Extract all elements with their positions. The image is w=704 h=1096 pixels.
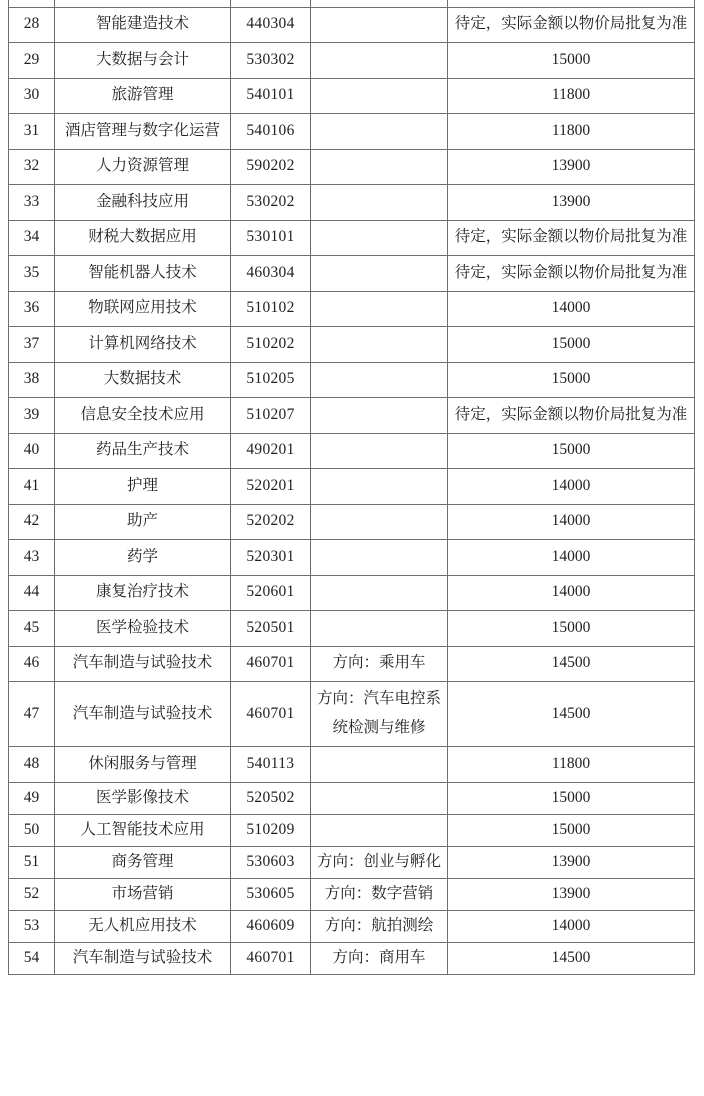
major-name-cell: 医学检验技术	[55, 611, 231, 647]
row-number-cell: 49	[9, 783, 55, 815]
major-name-cell: 人工智能技术应用	[55, 815, 231, 847]
table-row	[9, 327, 695, 363]
major-code-cell: 520501	[231, 611, 311, 647]
major-code-cell: 460701	[231, 943, 311, 975]
direction-cell: 方向：创业与孵化	[311, 847, 448, 879]
direction-cell	[311, 540, 448, 576]
major-code-cell: 540113	[231, 747, 311, 783]
tuition-fee-cell: 14000	[448, 504, 695, 540]
major-name-cell: 金融科技应用	[55, 185, 231, 221]
table-row	[9, 114, 695, 150]
row-number-cell: 43	[9, 540, 55, 576]
direction-cell	[311, 291, 448, 327]
row-number-cell: 39	[9, 398, 55, 434]
major-code-cell: 460701	[231, 682, 311, 747]
major-code-cell: 510209	[231, 815, 311, 847]
table-row	[9, 911, 695, 943]
direction-cell	[311, 7, 448, 43]
tuition-fee-cell: 13900	[448, 185, 695, 221]
tuition-fee-cell: 13900	[448, 847, 695, 879]
tuition-fee-table	[8, 0, 695, 975]
row-number-cell: 40	[9, 433, 55, 469]
tuition-fee-cell: 14000	[448, 469, 695, 505]
tuition-fee-cell: 14000	[448, 291, 695, 327]
table-row	[9, 398, 695, 434]
direction-cell	[311, 815, 448, 847]
table-row	[9, 362, 695, 398]
table-row	[9, 7, 695, 43]
table-row	[9, 469, 695, 505]
tuition-fee-cell: 14500	[448, 682, 695, 747]
major-name-cell: 无人机应用技术	[55, 911, 231, 943]
row-number-cell: 45	[9, 611, 55, 647]
direction-cell	[311, 747, 448, 783]
direction-cell	[311, 362, 448, 398]
table-row	[9, 611, 695, 647]
major-name-cell: 助产	[55, 504, 231, 540]
major-code-cell: 530302	[231, 43, 311, 79]
direction-cell: 方向：乘用车	[311, 646, 448, 682]
major-code-cell: 460609	[231, 911, 311, 943]
table-row	[9, 78, 695, 114]
row-number-cell: 42	[9, 504, 55, 540]
row-number-cell: 51	[9, 847, 55, 879]
major-name-cell: 汽车制造与试验技术	[55, 943, 231, 975]
table-row	[9, 847, 695, 879]
major-name-cell: 市场营销	[55, 879, 231, 911]
major-code-cell: 530605	[231, 879, 311, 911]
row-number-cell: 37	[9, 327, 55, 363]
major-code-cell: 520502	[231, 783, 311, 815]
table-row	[9, 783, 695, 815]
major-name-cell: 商务管理	[55, 847, 231, 879]
major-name-cell: 康复治疗技术	[55, 575, 231, 611]
major-name-cell: 财税大数据应用	[55, 220, 231, 256]
direction-cell: 方向：航拍测绘	[311, 911, 448, 943]
row-number-cell: 31	[9, 114, 55, 150]
tuition-fee-cell: 待定，实际金额以物价局批复为准	[448, 398, 695, 434]
row-number-cell: 30	[9, 78, 55, 114]
major-code-cell: 460701	[231, 646, 311, 682]
major-code-cell: 540101	[231, 78, 311, 114]
tuition-fee-cell: 15000	[448, 43, 695, 79]
major-code-cell: 460304	[231, 256, 311, 292]
table-row	[9, 747, 695, 783]
direction-cell	[311, 504, 448, 540]
tuition-fee-cell: 14000	[448, 575, 695, 611]
table-body	[9, 0, 695, 975]
row-number-cell: 28	[9, 7, 55, 43]
row-number-cell: 54	[9, 943, 55, 975]
major-name-cell: 休闲服务与管理	[55, 747, 231, 783]
row-number-cell: 44	[9, 575, 55, 611]
stub-cell	[55, 0, 231, 7]
stub-cell	[448, 0, 695, 7]
direction-cell	[311, 220, 448, 256]
direction-cell	[311, 78, 448, 114]
row-number-cell: 32	[9, 149, 55, 185]
major-name-cell: 旅游管理	[55, 78, 231, 114]
row-number-cell: 53	[9, 911, 55, 943]
tuition-fee-cell: 11800	[448, 114, 695, 150]
row-number-cell: 29	[9, 43, 55, 79]
table-row	[9, 433, 695, 469]
table-row	[9, 682, 695, 747]
direction-cell	[311, 469, 448, 505]
major-name-cell: 护理	[55, 469, 231, 505]
major-name-cell: 药学	[55, 540, 231, 576]
major-name-cell: 医学影像技术	[55, 783, 231, 815]
major-name-cell: 物联网应用技术	[55, 291, 231, 327]
row-number-cell: 36	[9, 291, 55, 327]
table-row	[9, 540, 695, 576]
direction-cell: 方向：汽车电控系统检测与维修	[311, 682, 448, 747]
direction-cell	[311, 433, 448, 469]
tuition-fee-cell: 15000	[448, 815, 695, 847]
major-name-cell: 智能建造技术	[55, 7, 231, 43]
major-code-cell: 510205	[231, 362, 311, 398]
table-row	[9, 815, 695, 847]
row-number-cell: 52	[9, 879, 55, 911]
direction-cell	[311, 327, 448, 363]
table-row	[9, 575, 695, 611]
tuition-fee-cell: 待定，实际金额以物价局批复为准	[448, 220, 695, 256]
tuition-fee-cell: 14500	[448, 646, 695, 682]
major-name-cell: 大数据与会计	[55, 43, 231, 79]
major-code-cell: 530101	[231, 220, 311, 256]
major-code-cell: 520201	[231, 469, 311, 505]
tuition-fee-cell: 11800	[448, 747, 695, 783]
major-name-cell: 智能机器人技术	[55, 256, 231, 292]
major-code-cell: 440304	[231, 7, 311, 43]
stub-cell	[231, 0, 311, 7]
table-row	[9, 646, 695, 682]
major-name-cell: 汽车制造与试验技术	[55, 682, 231, 747]
table-row	[9, 256, 695, 292]
major-name-cell: 汽车制造与试验技术	[55, 646, 231, 682]
major-code-cell: 490201	[231, 433, 311, 469]
direction-cell	[311, 256, 448, 292]
direction-cell	[311, 149, 448, 185]
row-number-cell: 33	[9, 185, 55, 221]
direction-cell: 方向：商用车	[311, 943, 448, 975]
tuition-fee-cell: 13900	[448, 879, 695, 911]
major-name-cell: 大数据技术	[55, 362, 231, 398]
tuition-fee-cell: 15000	[448, 327, 695, 363]
major-code-cell: 540106	[231, 114, 311, 150]
row-number-cell: 38	[9, 362, 55, 398]
major-name-cell: 计算机网络技术	[55, 327, 231, 363]
direction-cell	[311, 575, 448, 611]
major-code-cell: 510102	[231, 291, 311, 327]
direction-cell	[311, 185, 448, 221]
major-code-cell: 520301	[231, 540, 311, 576]
major-name-cell: 药品生产技术	[55, 433, 231, 469]
major-code-cell: 510207	[231, 398, 311, 434]
major-name-cell: 信息安全技术应用	[55, 398, 231, 434]
tuition-fee-cell: 14000	[448, 911, 695, 943]
tuition-fee-cell: 待定，实际金额以物价局批复为准	[448, 7, 695, 43]
major-code-cell: 530202	[231, 185, 311, 221]
major-name-cell: 酒店管理与数字化运营	[55, 114, 231, 150]
direction-cell	[311, 398, 448, 434]
major-code-cell: 510202	[231, 327, 311, 363]
row-number-cell: 41	[9, 469, 55, 505]
row-number-cell: 48	[9, 747, 55, 783]
tuition-fee-cell: 14000	[448, 540, 695, 576]
tuition-fee-cell: 15000	[448, 611, 695, 647]
major-code-cell: 520202	[231, 504, 311, 540]
table-row	[9, 943, 695, 975]
tuition-fee-cell: 13900	[448, 149, 695, 185]
tuition-fee-cell: 待定，实际金额以物价局批复为准	[448, 256, 695, 292]
stub-cell	[9, 0, 55, 7]
major-code-cell: 520601	[231, 575, 311, 611]
row-number-cell: 34	[9, 220, 55, 256]
major-code-cell: 590202	[231, 149, 311, 185]
tuition-fee-cell: 11800	[448, 78, 695, 114]
direction-cell	[311, 43, 448, 79]
direction-cell	[311, 783, 448, 815]
table-row	[9, 149, 695, 185]
table-row	[9, 220, 695, 256]
major-code-cell: 530603	[231, 847, 311, 879]
tuition-fee-cell: 15000	[448, 362, 695, 398]
table-row	[9, 291, 695, 327]
tuition-fee-cell: 14500	[448, 943, 695, 975]
direction-cell: 方向：数字营销	[311, 879, 448, 911]
table-row	[9, 185, 695, 221]
direction-cell	[311, 611, 448, 647]
tuition-fee-cell: 15000	[448, 433, 695, 469]
row-number-cell: 50	[9, 815, 55, 847]
row-number-cell: 46	[9, 646, 55, 682]
major-name-cell: 人力资源管理	[55, 149, 231, 185]
table-row	[9, 43, 695, 79]
tuition-fee-cell: 15000	[448, 783, 695, 815]
table-row	[9, 504, 695, 540]
direction-cell	[311, 114, 448, 150]
cropped-row-stub	[9, 0, 695, 7]
row-number-cell: 35	[9, 256, 55, 292]
stub-cell	[311, 0, 448, 7]
table-row	[9, 879, 695, 911]
row-number-cell: 47	[9, 682, 55, 747]
